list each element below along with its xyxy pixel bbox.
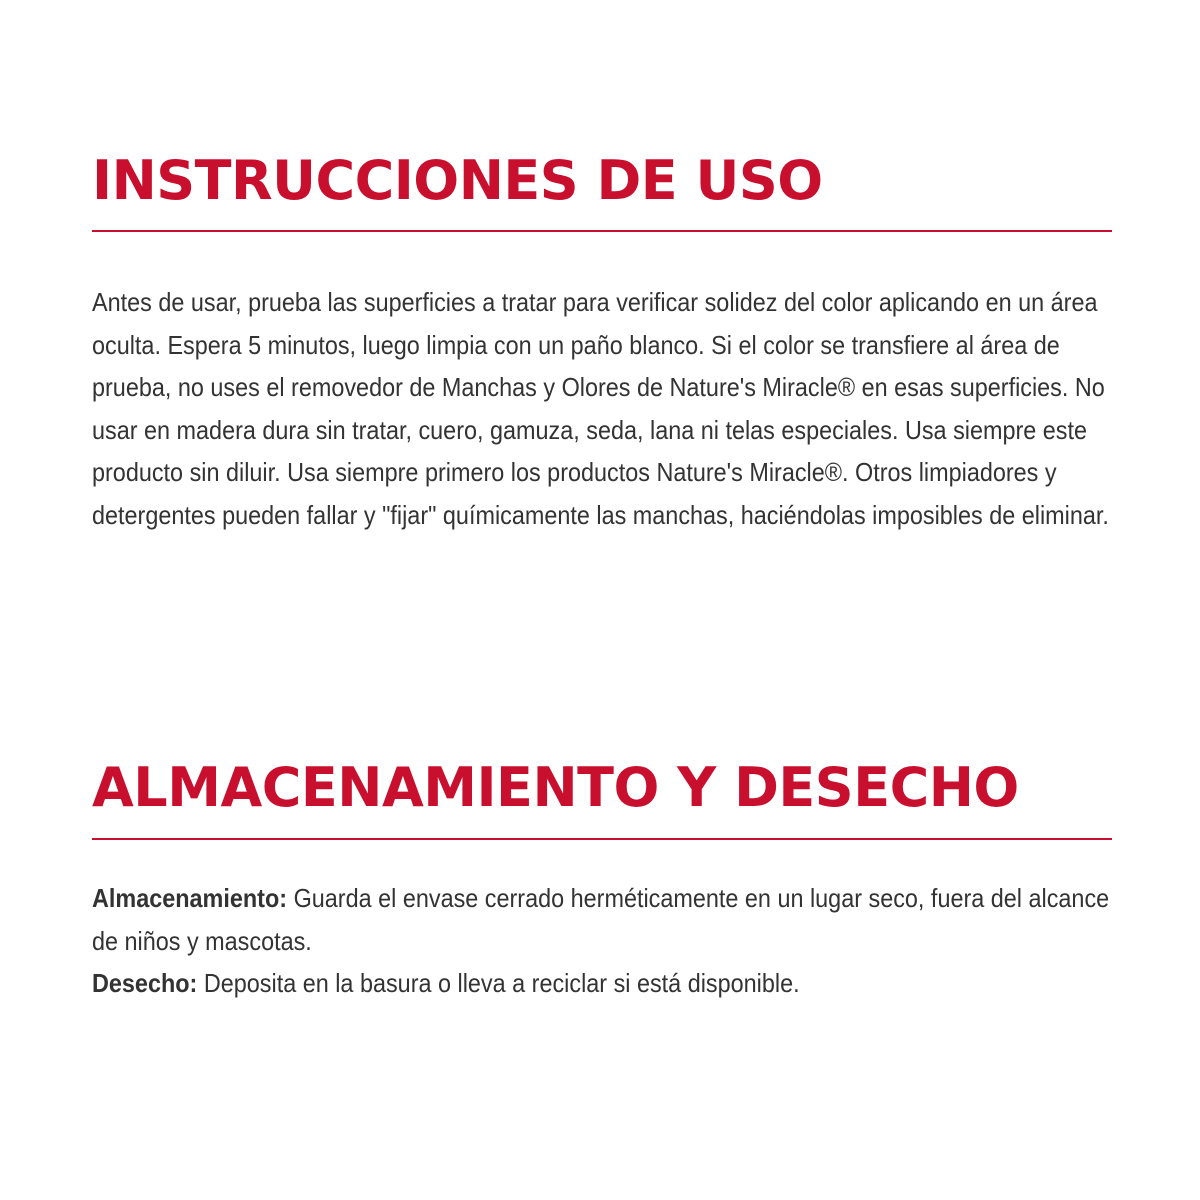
instructions-paragraph: Antes de usar, prueba las superficies a tratar para verificar solidez del color aplicando en un área oculta. Espera 5 minutos, luego limpia con un paño blanco. Si el color se transfiere al área de prueba, no uses el removedor de Manchas y Olores de Nature's Miracle® en esas superficies. No usar en madera dura sin tratar, cuero, gamuza, seda, lana ni telas especiales. Usa siempre este producto sin diluir. Usa siempre primero los productos Nature's Miracle®. Otros limpiadores y detergentes pueden fallar y "fijar" químicamente las manchas, haciéndolas imposibles de eliminar. — [92, 287, 1109, 530]
instructions-heading: INSTRUCCIONES DE USO — [92, 149, 823, 212]
storage-label: Almacenamiento: — [92, 883, 288, 913]
storage-body — [92, 877, 1112, 1005]
storage-paragraph — [92, 877, 1112, 962]
instructions-body — [92, 281, 1112, 536]
disposal-paragraph — [92, 962, 1112, 1005]
instructions-section — [92, 150, 1112, 536]
storage-text: Guarda el envase cerrado herméticamente en un lugar seco, fuera del alcance de niños y mascotas. — [92, 883, 1110, 956]
storage-section — [92, 757, 1112, 1005]
disposal-label: Desecho: — [92, 968, 198, 998]
storage-divider — [92, 838, 1112, 840]
storage-heading: ALMACENAMIENTO Y DESECHO — [92, 756, 1019, 819]
disposal-text: Deposita en la basura o lleva a reciclar si está disponible. — [203, 968, 800, 998]
instructions-divider — [92, 230, 1112, 232]
